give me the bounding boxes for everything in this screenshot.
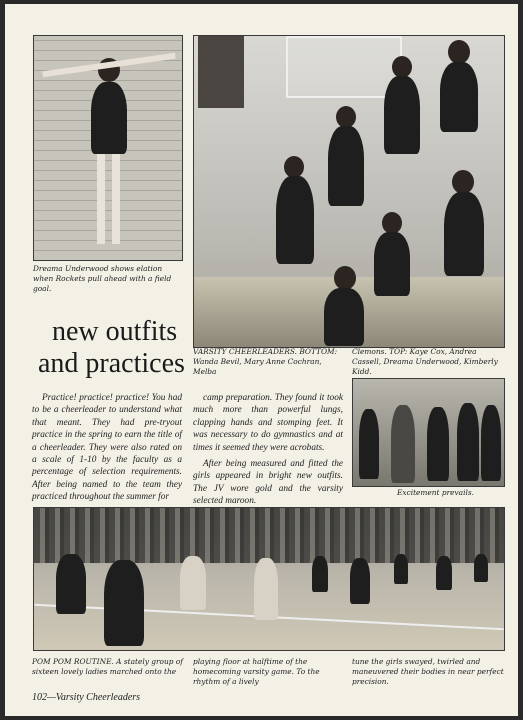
headline <box>38 316 188 380</box>
cheerleader-figure <box>276 176 314 264</box>
body-column-1 <box>32 392 182 508</box>
cheerleader-figure <box>334 266 356 290</box>
caption-pom-2: playing floor at halftime of the homecoming varsity game. To the rhythm of a lively <box>193 657 320 687</box>
cheerleader-figure <box>448 40 470 64</box>
pom-pom-girl-figure <box>254 558 278 620</box>
body-paragraph: After being measured and fitted the girls appeared in bright new outfits. The JV wore gold and the varsity selected maroon. <box>193 459 343 507</box>
cheerleader-figure <box>359 409 379 479</box>
cheerleader-figure <box>328 126 364 206</box>
cheerleader-figure <box>440 62 478 132</box>
cheerleader-figure <box>481 405 501 481</box>
body-paragraph: camp preparation. They found it took much more than powerful lungs, clapping hands and stomping feet. It was necessary to do gymnastics and at times it seemed they were acrobats. <box>193 393 343 453</box>
caption-pom-1: POM POM ROUTINE. A stately group of sixteen lovely ladies marched onto the <box>32 657 183 677</box>
pom-pom-girl-figure <box>394 554 408 584</box>
pom-pom-girl-figure <box>312 556 328 592</box>
pom-pom-girl-figure <box>474 554 488 582</box>
cheerleader-figure <box>457 403 479 481</box>
photo-pom-pom-routine <box>33 507 505 651</box>
photo-excitement <box>352 378 505 487</box>
crowd <box>34 508 504 563</box>
caption-top-left: Dreama Underwood shows elation when Rockets pull ahead with a field goal. <box>33 264 172 294</box>
caption-excitement: Excitement prevails. <box>397 488 474 497</box>
headline-line-2: and practices <box>38 348 185 379</box>
page-footer: 102—Varsity Cheerleaders <box>32 692 141 703</box>
basketball-backboard <box>286 36 402 98</box>
caption-varsity-left: VARSITY CHEERLEADERS. BOTTOM: Wanda Bevil, Mary Anne Cochran, Melba <box>193 347 338 377</box>
cheerleader-figure <box>452 170 474 194</box>
pom-pom-girl-figure <box>56 554 86 614</box>
pom-pom-girl-figure <box>104 560 144 646</box>
cheerleader-figure <box>324 288 364 346</box>
photo-jumping-cheerleader <box>33 35 183 261</box>
legs <box>112 154 120 244</box>
cheerleader-figure <box>284 156 304 178</box>
body-column-2 <box>193 392 343 512</box>
cheerleader-figure <box>382 212 402 234</box>
cheerleader-figure <box>427 407 449 481</box>
caption-pom-3: tune the girls swayed, twirled and maneuvered their bodies in near perfect precision. <box>352 657 504 687</box>
body-paragraph: Practice! practice! practice! You had to be a cheerleader to understand what that meant. They had pre-tryout practice in the spring to earn the title of a cheerleader. They were also rated on a scale of 1-10 by the faculty as a percentage of selection requirements. After being named to the team they practiced throughout the summer for <box>32 393 182 503</box>
caption-varsity-right: Clemons. TOP: Kaye Cox, Andrea Cassell, Dreama Underwood, Kimberly Kidd. <box>352 347 498 377</box>
cheerleader-figure <box>336 106 356 128</box>
pom-pom-girl-figure <box>350 558 370 604</box>
photo-varsity-pyramid <box>193 35 505 348</box>
cheerleader-figure <box>444 192 484 276</box>
pom-pom-girl-figure <box>180 556 206 610</box>
pom-pom-girl-figure <box>436 556 452 590</box>
cheerleader-figure <box>391 405 415 483</box>
yearbook-page <box>5 4 518 716</box>
headline-line-1: new outfits <box>52 316 178 347</box>
cheerleader-figure <box>91 82 127 154</box>
legs <box>97 154 105 244</box>
banner <box>198 36 244 108</box>
cheerleader-figure <box>374 232 410 296</box>
cheerleader-figure <box>392 56 412 78</box>
cheerleader-figure <box>384 76 420 154</box>
